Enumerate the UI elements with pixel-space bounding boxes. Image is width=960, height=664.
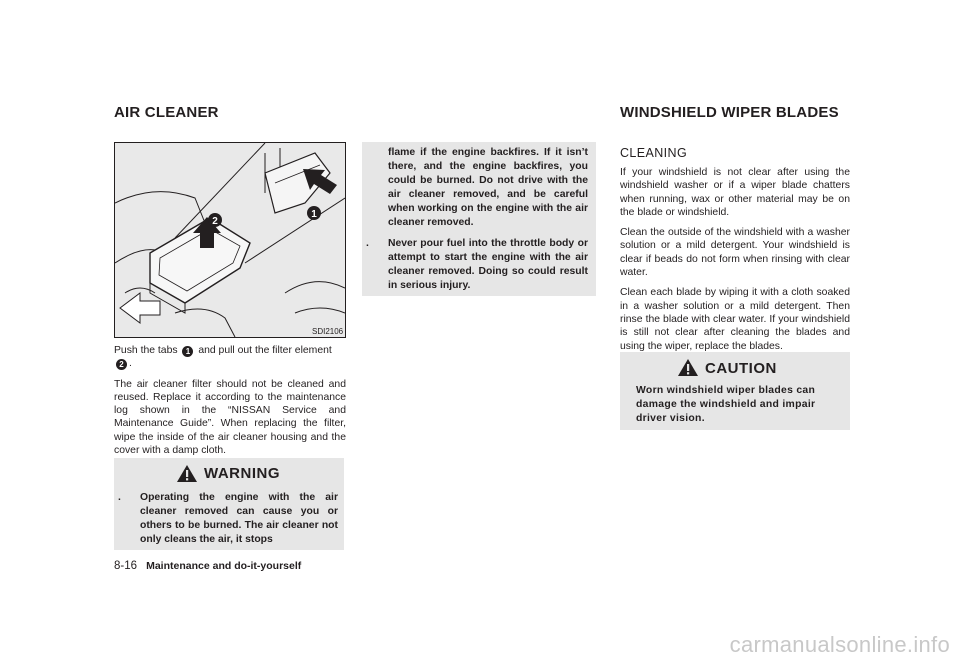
watermark: carmanualsonline.info — [729, 632, 950, 657]
figure-code: SDI2106 — [312, 327, 344, 336]
svg-text:1: 1 — [311, 209, 317, 220]
callout-2-icon: 2 — [116, 359, 127, 370]
section-heading-wiper-blades: WINDSHIELD WIPER BLADES — [620, 104, 839, 121]
page-number: 8-16 — [114, 560, 138, 572]
intro-text-end: . — [129, 358, 132, 370]
warning-continued-text — [366, 146, 588, 293]
bullet-2: . — [366, 237, 369, 249]
caution-text: Worn windshield wiper blades can damage the windshield and impair driver vision. — [636, 385, 816, 425]
warning-item-2-text: Never pour fuel into the throttle body or attempt to start the engine with the air cleaner removed. Doing so could result in serious injury. — [388, 237, 588, 291]
left-body — [114, 344, 346, 464]
section-heading-air-cleaner: AIR CLEANER — [114, 104, 219, 121]
cleaning-paragraph-2: Clean the outside of the windshield with a washer solution or a mild detergent. Your windshield is clear if beads do not form when rinsing with clear water. — [620, 227, 850, 279]
warning-item-1-start — [118, 491, 338, 547]
cleaning-subheading: CLEANING — [620, 146, 688, 160]
intro-paragraph — [114, 344, 346, 371]
warning-title: WARNING — [204, 465, 280, 482]
bullet-1: . — [118, 492, 121, 503]
caution-triangle-icon — [677, 358, 699, 377]
air-cleaner-figure — [114, 142, 346, 338]
cleaning-body — [620, 166, 850, 360]
warning-triangle-icon — [176, 464, 198, 483]
warning-item-1-text-b: flame if the engine backfires. If it isn’t there, and the engine backfires, you could be burned. Do not drive with the air cleaner removed, and be careful when working on the engine with the air cleaner removed. — [388, 147, 588, 229]
intro-text-start: Push the tabs — [114, 345, 178, 356]
page-footer — [114, 560, 301, 572]
intro-text-mid: and pull out the filter element — [198, 345, 332, 356]
svg-text:2: 2 — [212, 216, 218, 227]
air-cleaner-illustration — [115, 143, 345, 337]
cleaning-paragraph-1: If your windshield is not clear after using the windshield washer or if a wiper blade chatters when running, wax or other material may be on the blade or windshield. — [620, 167, 850, 218]
caution-title: CAUTION — [705, 360, 777, 377]
callout-1-icon: 1 — [182, 346, 193, 357]
filter-paragraph: The air cleaner filter should not be cleaned and reused. Replace it according to the maintenance log shown in the “NISSAN Service and Maintenance Guide”. When replacing the filter, wipe the inside of the air cleaner housing and the cover with a damp cloth. — [114, 378, 346, 457]
warning-item-2 — [366, 237, 588, 293]
footer-section-title: Maintenance and do-it-yourself — [146, 560, 302, 572]
cleaning-paragraph-3: Clean each blade by wiping it with a cloth soaked in a washer solution or a mild detergent. Then rinse the blade with clear water. If your windshield is still not clear after cleaning the blades and using the wiper, replace the blades. — [620, 287, 850, 352]
warning-item-1-text-a: Operating the engine with the air cleaner removed can cause you or others to be burned. The air cleaner not only cleans the air, it stops — [140, 492, 338, 546]
